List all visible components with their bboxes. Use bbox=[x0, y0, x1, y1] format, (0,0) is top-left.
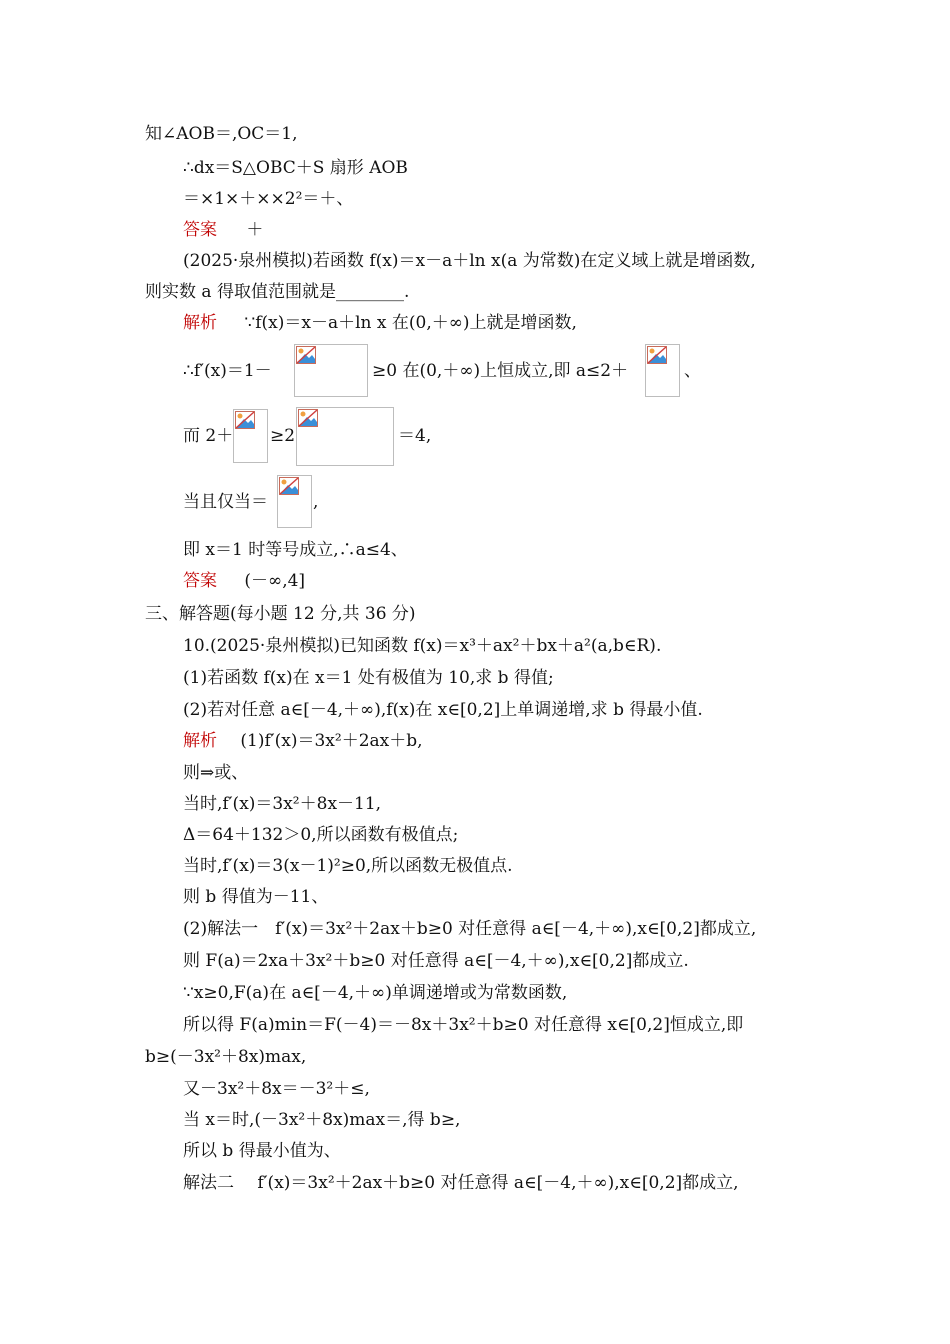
text-line: 则 b 得值为－11、 bbox=[183, 887, 329, 907]
answer-value: ＋ bbox=[246, 220, 264, 240]
text-line: 、 bbox=[684, 361, 701, 381]
question-10-part2: (2)若对任意 a∈[－4,＋∞),f(x)在 x∈[0,2]上单调递增,求 b 得最小值. bbox=[183, 700, 703, 720]
text-line: 当 x＝时,(－3x²＋8x)max＝,得 b≥, bbox=[183, 1110, 461, 1130]
answer-label: 答案 bbox=[183, 220, 217, 240]
section-heading bbox=[145, 602, 416, 626]
formula-image-placeholder bbox=[296, 407, 394, 466]
text-line: 则 F(a)＝2xa＋3x²＋b≥0 对任意得 a∈[－4,＋∞),x∈[0,2]都成立. bbox=[183, 951, 689, 971]
broken-image-icon bbox=[647, 346, 667, 364]
text-line: 则⇒或、 bbox=[183, 763, 249, 783]
question-10-part1: (1)若函数 f(x)在 x＝1 处有极值为 10,求 b 得值; bbox=[183, 668, 554, 688]
broken-image-icon bbox=[296, 346, 316, 364]
analysis-label: 解析 bbox=[183, 313, 217, 333]
formula-image-placeholder bbox=[233, 409, 268, 463]
text-line: 所以得 F(a)min＝F(－4)＝－8x＋3x²＋b≥0 对任意得 x∈[0,2]恒成立,即 bbox=[183, 1015, 744, 1035]
question-9-cont: 则实数 a 得取值范围就是________. bbox=[145, 282, 410, 302]
text-line: 所以 b 得最小值为、 bbox=[183, 1141, 341, 1161]
answer-row bbox=[183, 569, 305, 593]
text-line: Δ＝64＋132＞0,所以函数有极值点; bbox=[183, 825, 459, 845]
answer-label: 答案 bbox=[183, 571, 217, 591]
answer-value: (－∞,4] bbox=[244, 571, 306, 591]
text-line: 而 2＋ bbox=[183, 426, 234, 446]
text-line: , bbox=[313, 492, 319, 512]
formula-image-placeholder bbox=[294, 344, 368, 397]
analysis-text: ∵f(x)＝x－a＋ln x 在(0,＋∞)上就是增函数, bbox=[244, 313, 577, 333]
analysis-row bbox=[183, 729, 423, 753]
text-line: 知∠AOB＝,OC＝1, bbox=[145, 124, 298, 144]
broken-image-icon bbox=[235, 411, 255, 429]
broken-image-icon bbox=[279, 477, 299, 495]
analysis-label: 解析 bbox=[183, 731, 217, 751]
method-two-row bbox=[183, 1171, 739, 1195]
method-two-label: 解法二 bbox=[183, 1173, 234, 1193]
text-line: (2)解法一 f′(x)＝3x²＋2ax＋b≥0 对任意得 a∈[－4,＋∞),x∈[0,2]都成立, bbox=[183, 919, 757, 939]
text-line: 即 x＝1 时等号成立,∴a≤4、 bbox=[183, 540, 408, 560]
question-9: (2025·泉州模拟)若函数 f(x)＝x－a＋ln x(a 为常数)在定义域上就是增函数, bbox=[183, 251, 756, 271]
text-line: ∴dx＝S△OBC＋S 扇形 AOB bbox=[183, 158, 408, 178]
text-line: b≥(－3x²＋8x)max, bbox=[145, 1047, 307, 1067]
section-note: (每小题 12 分,共 36 分) bbox=[230, 604, 416, 624]
broken-image-icon bbox=[298, 409, 318, 427]
text-line: 当且仅当＝ bbox=[183, 492, 268, 512]
formula-image-placeholder bbox=[277, 475, 312, 528]
text-line: ≥0 在(0,＋∞)上恒成立,即 a≤2＋ bbox=[372, 361, 629, 381]
text-line: ∴f′(x)＝1－ bbox=[183, 361, 272, 381]
formula-image-placeholder bbox=[645, 344, 680, 397]
text-line: ∵x≥0,F(a)在 a∈[－4,＋∞)单调递增或为常数函数, bbox=[183, 983, 568, 1003]
analysis-row bbox=[183, 311, 577, 335]
text-line: ≥2 bbox=[270, 426, 296, 446]
text-line: ＝4, bbox=[398, 426, 432, 446]
answer-row bbox=[183, 218, 263, 242]
text-line: 当时,f′(x)＝3(x－1)²≥0,所以函数无极值点. bbox=[183, 856, 513, 876]
method-two-text: f′(x)＝3x²＋2ax＋b≥0 对任意得 a∈[－4,＋∞),x∈[0,2]都成立, bbox=[257, 1173, 739, 1193]
text-line: ＝×1×＋××2²＝＋、 bbox=[183, 189, 354, 209]
question-10: 10.(2025·泉州模拟)已知函数 f(x)＝x³＋ax²＋bx＋a²(a,b∈R). bbox=[183, 636, 662, 656]
text-line: 当时,f′(x)＝3x²＋8x－11, bbox=[183, 794, 382, 814]
text-line: 又－3x²＋8x＝－3²＋≤, bbox=[183, 1079, 370, 1099]
analysis-text: (1)f′(x)＝3x²＋2ax＋b, bbox=[240, 731, 423, 751]
section-title: 三、解答题 bbox=[145, 604, 230, 624]
